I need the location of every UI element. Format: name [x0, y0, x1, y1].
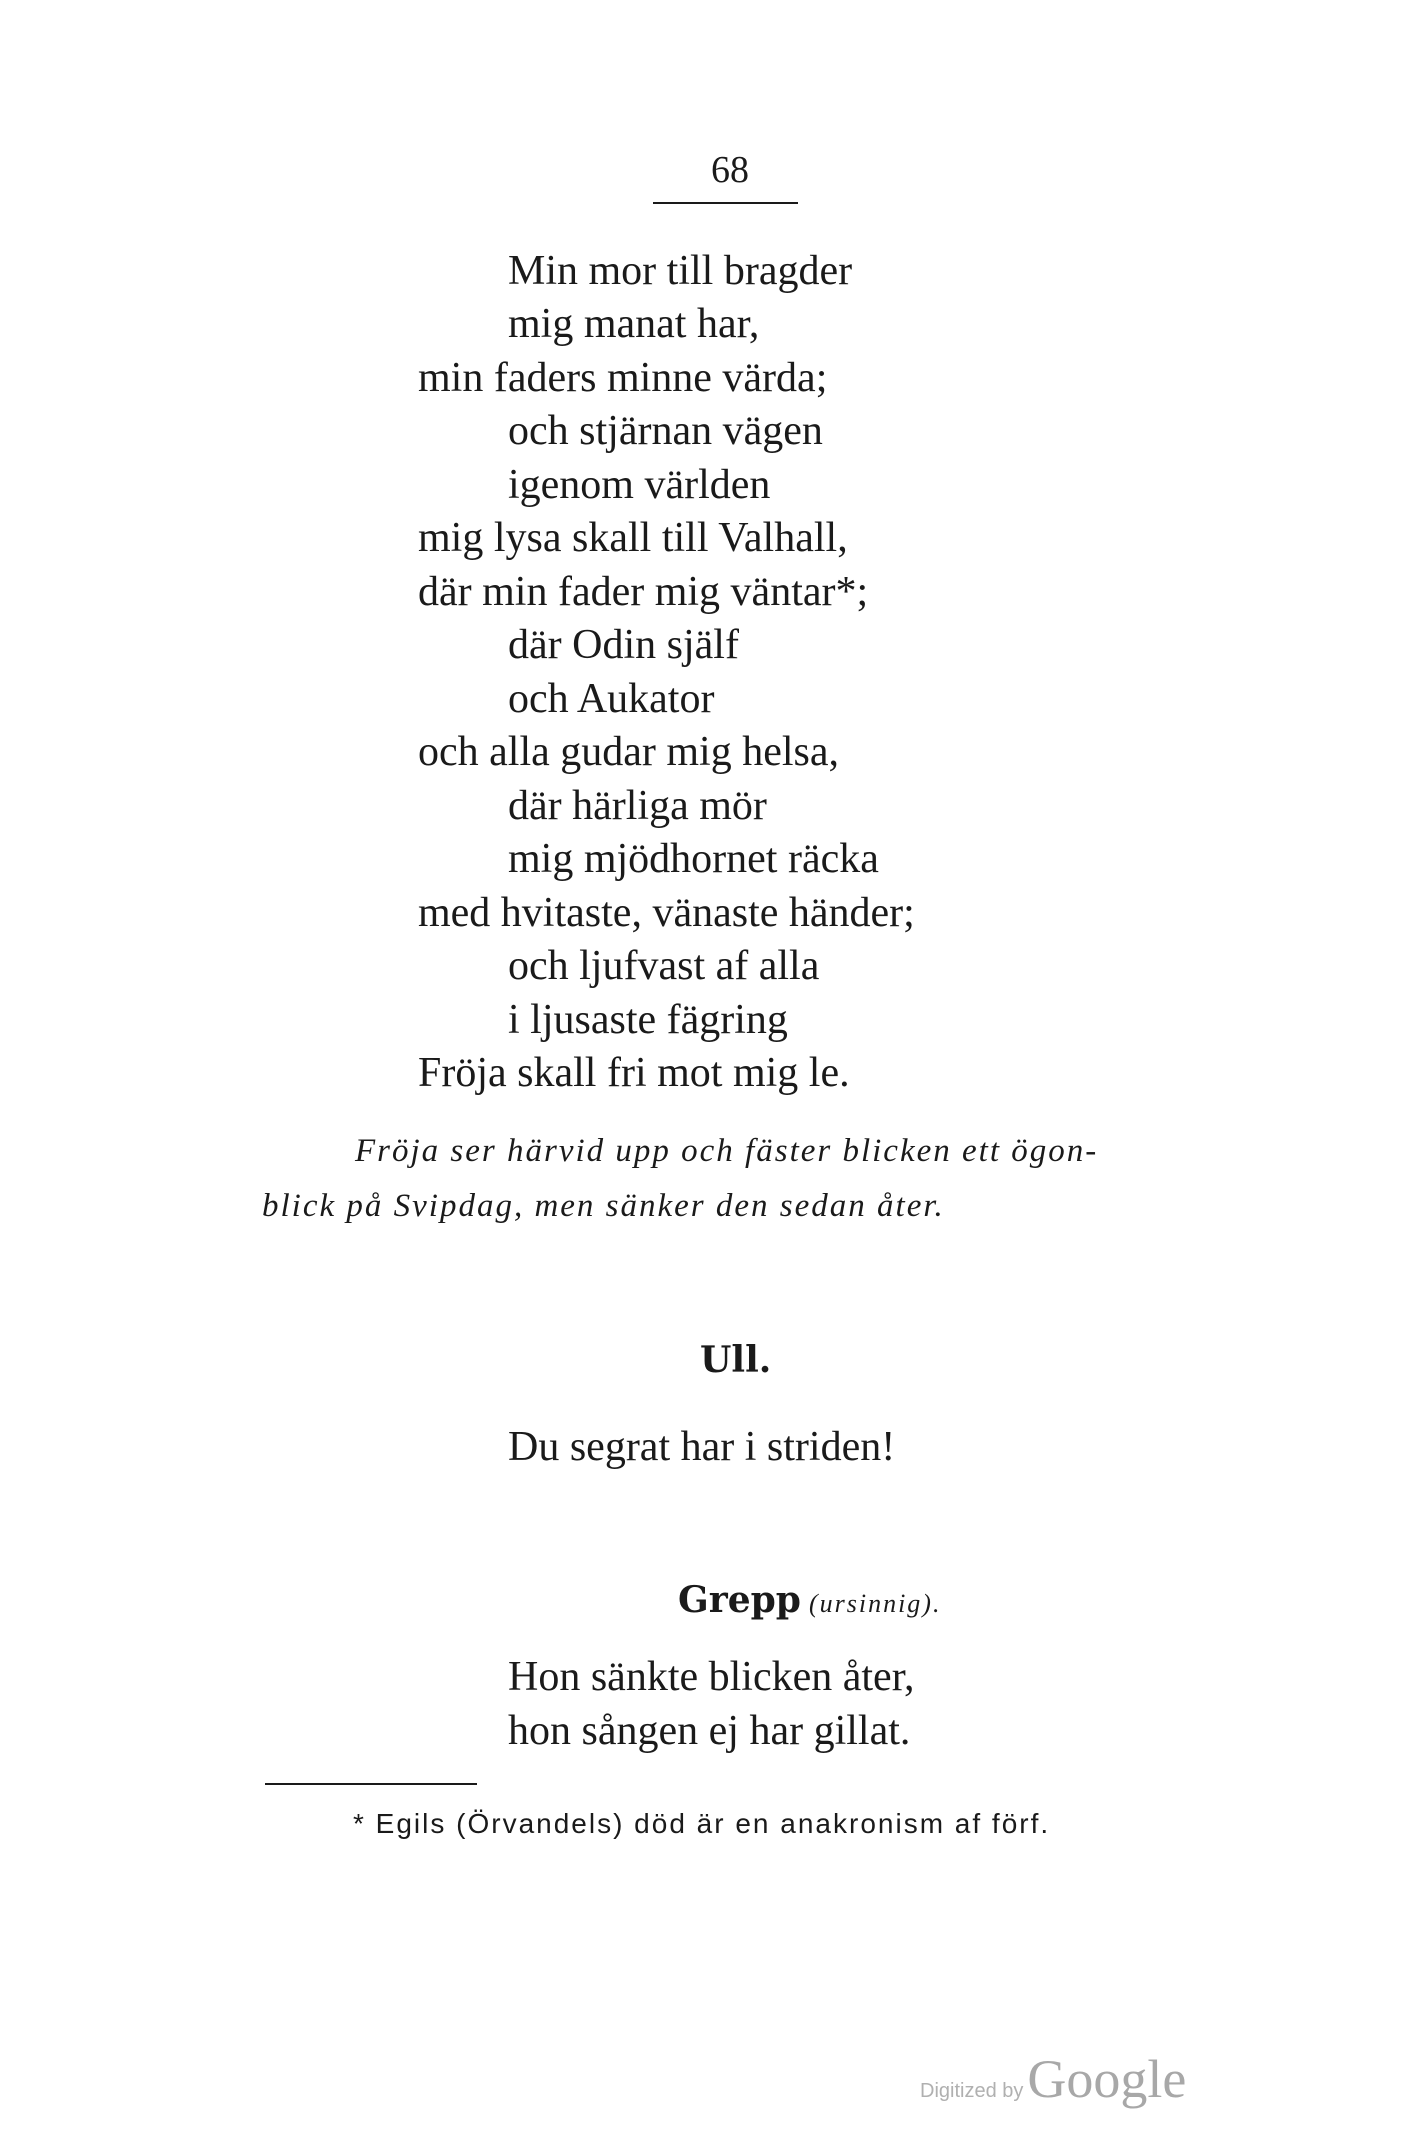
- verse-line: där härliga mör: [508, 783, 767, 829]
- verse-line: i ljusaste fägring: [508, 997, 788, 1043]
- footnote: * Egils (Örvandels) död är en anakronism af förf.: [353, 1808, 1051, 1839]
- page-number: 68: [711, 149, 749, 191]
- speaker-name: Ull.: [700, 1339, 772, 1381]
- verse-line: och Aukator: [508, 676, 715, 722]
- speaker-heading: [678, 1579, 942, 1621]
- verse-line: där Odin själf: [508, 622, 739, 668]
- verse-line: Min mor till bragder: [508, 248, 853, 294]
- verse-line: igenom världen: [508, 462, 771, 508]
- speaker-name: Grepp: [678, 1579, 801, 1621]
- dialogue-line: Hon sänkte blicken åter,: [508, 1654, 915, 1700]
- verse-line: och ljufvast af alla: [508, 943, 820, 989]
- verse-line: min faders minne värda;: [418, 355, 828, 401]
- stage-direction-line: blick på Svipdag, men sänker den sedan åter.: [262, 1188, 945, 1224]
- google-logo: Google: [1027, 2049, 1187, 2109]
- dialogue-line: Du segrat har i striden!: [508, 1424, 896, 1470]
- dialogue-line: hon sången ej har gillat.: [508, 1708, 911, 1754]
- verse-line: och alla gudar mig helsa,: [418, 729, 840, 775]
- footnote-rule: [265, 1783, 477, 1785]
- verse-line: där min fader mig väntar*;: [418, 569, 869, 615]
- verse-line: Fröja skall fri mot mig le.: [418, 1050, 850, 1096]
- speaker-note: (ursinnig).: [808, 1589, 942, 1618]
- verse-line: med hvitaste, vänaste händer;: [418, 890, 915, 936]
- watermark-prefix: Digitized by: [920, 2080, 1024, 2102]
- stage-direction-line: Fröja ser härvid upp och fäster blicken ett ögon-: [355, 1133, 1099, 1169]
- verse-line: mig mjödhornet räcka: [508, 836, 879, 882]
- verse-line: och stjärnan vägen: [508, 408, 823, 454]
- watermark: [920, 2048, 1186, 2110]
- page-number-rule: [653, 202, 798, 204]
- verse-line: mig manat har,: [508, 301, 760, 347]
- verse-line: mig lysa skall till Valhall,: [418, 515, 848, 561]
